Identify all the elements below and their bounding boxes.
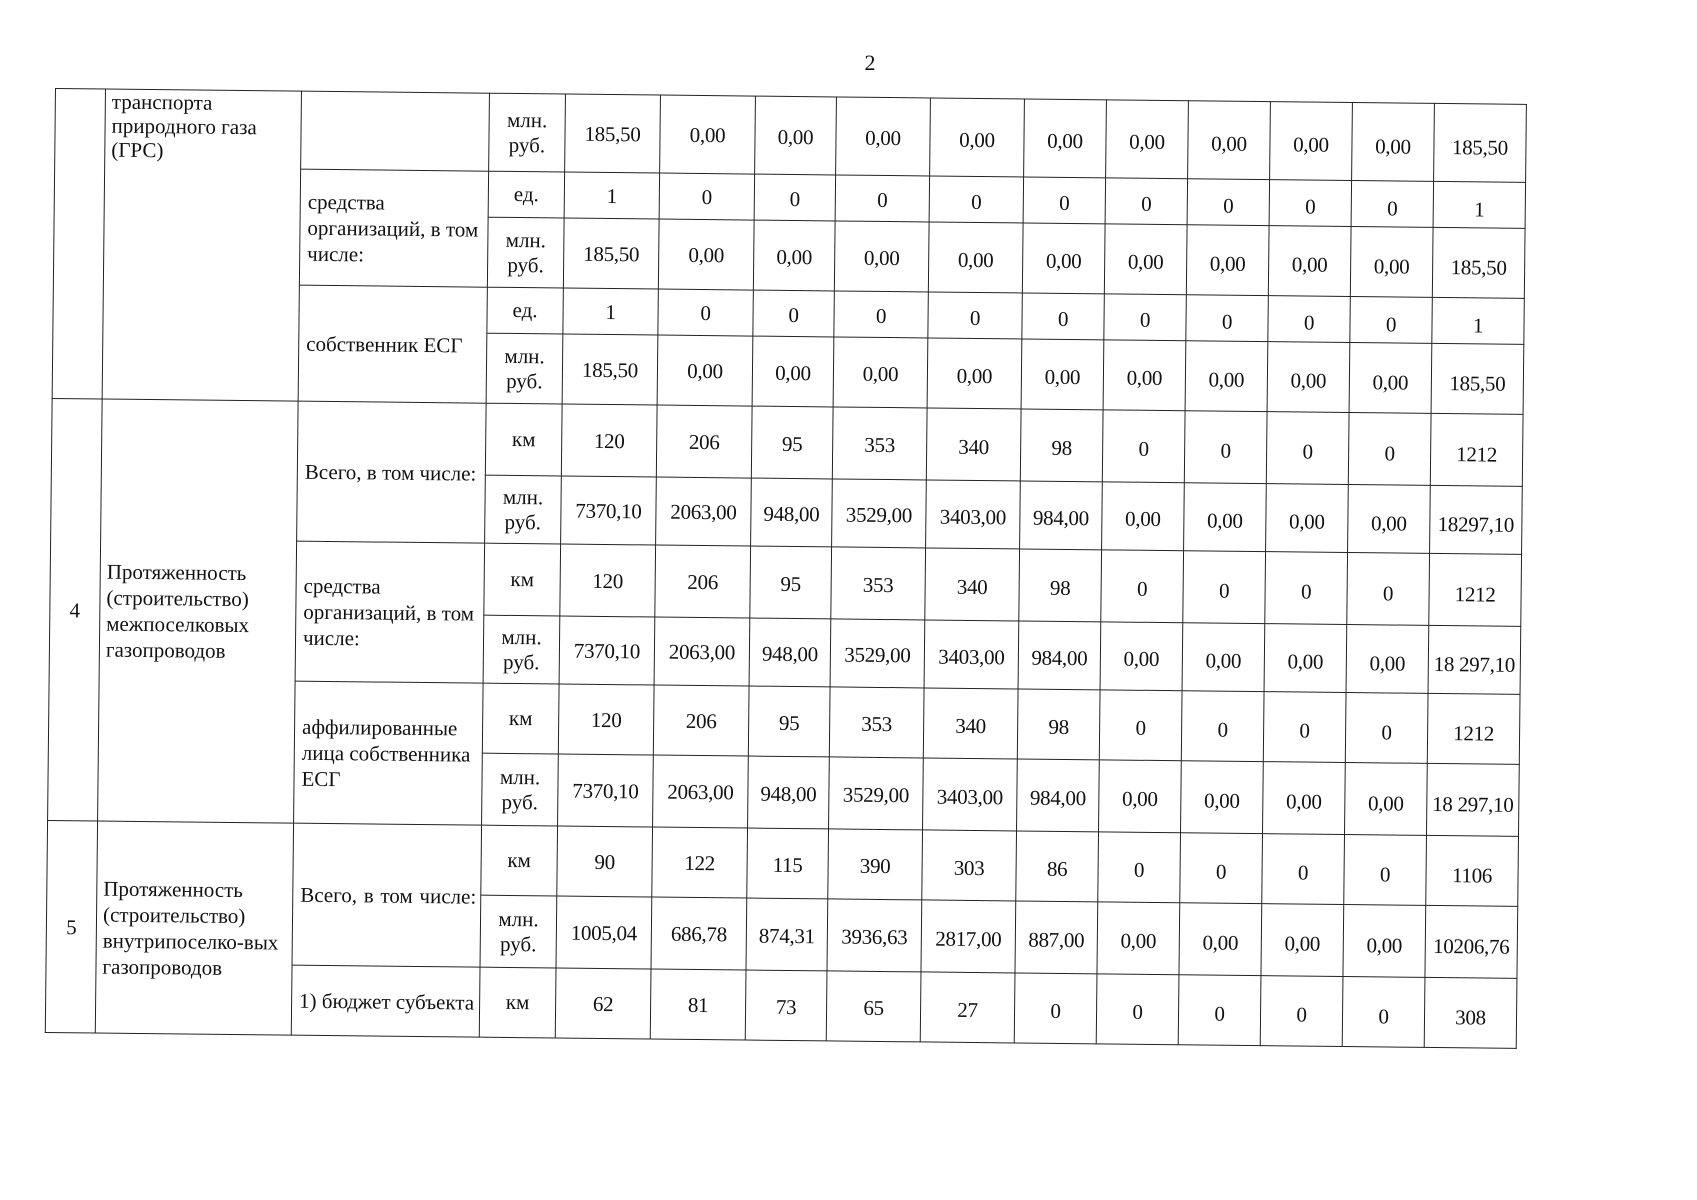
- year-value-cell: 3529,00: [829, 757, 924, 830]
- year-value-cell: 0: [1099, 690, 1182, 761]
- year-value-cell: 2063,00: [654, 617, 750, 686]
- year-value-cell: 0: [1266, 412, 1349, 485]
- year-value-cell: 7370,10: [558, 754, 654, 827]
- table-row: [55, 89, 1527, 183]
- year-value-cell: 0: [1101, 550, 1184, 623]
- unit-cell: млн. руб.: [480, 895, 557, 968]
- total-cell: 1212: [1430, 413, 1523, 486]
- unit-cell: км: [481, 825, 558, 896]
- funding-source: Всего, в том числе:: [292, 823, 482, 967]
- year-value-cell: 0,00: [836, 97, 931, 176]
- year-value-cell: 390: [828, 829, 923, 900]
- year-value-cell: 984,00: [1017, 759, 1100, 832]
- indicator-name: Протяженность (строительство) внутрипоселко-вых газопроводов: [95, 821, 293, 1035]
- year-value-cell: 3403,00: [926, 480, 1021, 549]
- year-value-cell: 874,31: [746, 898, 828, 971]
- year-value-cell: 0,00: [1022, 223, 1105, 294]
- year-value-cell: 0,00: [1102, 482, 1185, 551]
- unit-cell: ед.: [488, 171, 564, 218]
- year-value-cell: 948,00: [749, 618, 831, 687]
- unit-cell: млн. руб.: [487, 217, 564, 288]
- year-value-cell: 0: [1023, 177, 1105, 224]
- year-value-cell: 0: [1014, 973, 1097, 1044]
- funding-source: средства организаций, в том числе:: [299, 169, 488, 287]
- year-value-cell: 0: [1347, 553, 1430, 626]
- year-value-cell: 86: [1016, 831, 1099, 902]
- year-value-cell: 0: [1260, 976, 1343, 1047]
- funding-source: Всего, в том числе:: [297, 401, 487, 543]
- year-value-cell: 0,00: [1184, 483, 1267, 552]
- year-value-cell: 185,50: [565, 94, 661, 173]
- year-value-cell: 206: [656, 405, 752, 478]
- year-value-cell: 3403,00: [923, 758, 1018, 831]
- total-cell: 1: [1433, 181, 1525, 228]
- year-value-cell: 887,00: [1015, 901, 1098, 974]
- year-value-cell: 0: [1263, 692, 1346, 763]
- year-value-cell: 90: [557, 826, 653, 897]
- year-value-cell: 0: [1105, 178, 1187, 225]
- year-value-cell: 1005,04: [556, 896, 652, 969]
- year-value-cell: 340: [923, 688, 1018, 759]
- year-value-cell: 0: [1351, 181, 1433, 228]
- year-value-cell: 120: [558, 684, 654, 755]
- table-body: [45, 89, 1526, 1049]
- year-value-cell: 115: [747, 828, 829, 899]
- year-value-cell: 0,00: [1106, 100, 1189, 179]
- year-value-cell: 0: [1102, 410, 1185, 483]
- year-value-cell: 0,00: [1268, 226, 1351, 297]
- year-value-cell: 0,00: [930, 98, 1025, 177]
- year-value-cell: 0: [1180, 833, 1263, 904]
- year-value-cell: 0,00: [1266, 484, 1349, 553]
- year-value-cell: 0: [928, 292, 1022, 339]
- year-value-cell: 0,00: [1099, 760, 1182, 833]
- year-value-cell: 2063,00: [656, 477, 752, 546]
- year-value-cell: 340: [926, 408, 1021, 481]
- total-cell: 185,50: [1432, 227, 1525, 298]
- year-value-cell: 0: [754, 174, 835, 221]
- year-value-cell: 0,00: [658, 219, 754, 290]
- page-number: 2: [864, 50, 876, 75]
- year-value-cell: 1: [564, 172, 659, 219]
- funding-source: 1) бюджет субъекта: [291, 965, 480, 1037]
- year-value-cell: 303: [922, 830, 1017, 901]
- year-value-cell: 0,00: [1264, 624, 1347, 693]
- year-value-cell: 120: [561, 404, 657, 477]
- year-value-cell: 0: [1184, 411, 1267, 484]
- unit-cell: ед.: [487, 287, 563, 334]
- year-value-cell: 0,00: [1344, 763, 1427, 836]
- year-value-cell: 0,00: [834, 221, 929, 292]
- year-value-cell: 0: [1096, 974, 1179, 1045]
- unit-cell: км: [484, 543, 561, 616]
- unit-cell: млн. руб.: [486, 333, 563, 404]
- unit-cell: млн. руб.: [483, 615, 560, 684]
- year-value-cell: 0,00: [1100, 622, 1183, 691]
- indicator-name: Протяженность (строительство) межпоселковых газопроводов: [98, 399, 299, 823]
- year-value-cell: 0,00: [753, 220, 835, 291]
- year-value-cell: 948,00: [748, 756, 830, 829]
- year-value-cell: 340: [925, 548, 1020, 621]
- year-value-cell: 0,00: [1188, 101, 1271, 180]
- row-number: 5: [45, 820, 97, 1033]
- year-value-cell: 984,00: [1020, 481, 1103, 550]
- year-value-cell: 0: [659, 173, 754, 220]
- year-value-cell: 0,00: [1186, 225, 1269, 296]
- year-value-cell: 0,00: [660, 95, 756, 174]
- total-cell: 185,50: [1431, 343, 1524, 414]
- year-value-cell: 81: [650, 969, 746, 1040]
- year-value-cell: 95: [750, 546, 832, 619]
- table-row: [47, 820, 1519, 906]
- year-value-cell: 0: [1022, 293, 1104, 340]
- year-value-cell: 0,00: [1346, 625, 1429, 694]
- year-value-cell: 62: [555, 968, 651, 1039]
- year-value-cell: 0,00: [1024, 99, 1107, 178]
- year-value-cell: 0,00: [1270, 102, 1353, 181]
- year-value-cell: 0: [1344, 834, 1427, 905]
- year-value-cell: 0: [834, 291, 928, 338]
- unit-cell: км: [485, 403, 562, 476]
- year-value-cell: 0: [929, 176, 1023, 223]
- gasification-table: [45, 88, 1527, 1049]
- funding-source: [301, 91, 490, 171]
- total-cell: 308: [1424, 977, 1517, 1048]
- year-value-cell: 206: [655, 545, 751, 618]
- year-value-cell: 98: [1019, 549, 1102, 622]
- year-value-cell: 3403,00: [924, 620, 1019, 689]
- year-value-cell: 0,00: [1097, 902, 1180, 975]
- year-value-cell: 0: [1098, 832, 1181, 903]
- indicator-name: транспорта природного газа (ГРС): [102, 89, 301, 401]
- year-value-cell: 0,00: [1021, 339, 1104, 410]
- year-value-cell: 0,00: [1263, 762, 1346, 835]
- year-value-cell: 0,00: [755, 96, 837, 175]
- year-value-cell: 2063,00: [653, 755, 749, 828]
- total-cell: 18297,10: [1430, 485, 1523, 554]
- year-value-cell: 0,00: [1352, 103, 1435, 182]
- funding-source: собственник ЕСГ: [298, 285, 487, 403]
- year-value-cell: 73: [745, 970, 827, 1041]
- table-row: [51, 398, 1523, 486]
- year-value-cell: 98: [1020, 409, 1103, 482]
- year-value-cell: 0,00: [1349, 343, 1432, 414]
- year-value-cell: 0: [1345, 693, 1428, 764]
- total-cell: 1: [1432, 297, 1524, 344]
- year-value-cell: 0,00: [752, 336, 834, 407]
- total-cell: 1212: [1429, 553, 1522, 626]
- year-value-cell: 0: [1262, 834, 1345, 905]
- year-value-cell: 3529,00: [832, 479, 927, 548]
- year-value-cell: 353: [832, 407, 927, 480]
- year-value-cell: 0,00: [833, 337, 928, 408]
- year-value-cell: 122: [652, 827, 748, 898]
- year-value-cell: 984,00: [1018, 621, 1101, 690]
- year-value-cell: 27: [920, 972, 1015, 1043]
- year-value-cell: 0: [1268, 296, 1350, 343]
- total-cell: 18 297,10: [1428, 625, 1521, 694]
- year-value-cell: 0: [1342, 976, 1425, 1047]
- year-value-cell: 0,00: [1104, 224, 1187, 295]
- total-cell: 1212: [1427, 693, 1520, 764]
- total-cell: 18 297,10: [1426, 763, 1519, 836]
- year-value-cell: 0,00: [1179, 903, 1262, 976]
- unit-cell: млн. руб.: [489, 93, 566, 172]
- year-value-cell: 1: [563, 288, 658, 335]
- year-value-cell: 0,00: [1182, 623, 1265, 692]
- year-value-cell: 7370,10: [561, 476, 657, 545]
- year-value-cell: 0,00: [927, 338, 1022, 409]
- year-value-cell: 0,00: [1350, 227, 1433, 298]
- unit-cell: км: [482, 683, 559, 754]
- year-value-cell: 185,50: [562, 334, 658, 405]
- total-cell: 1106: [1426, 835, 1519, 906]
- year-value-cell: 3936,63: [827, 899, 922, 972]
- year-value-cell: 0: [1350, 297, 1432, 344]
- year-value-cell: 0,00: [1185, 341, 1268, 412]
- year-value-cell: 0: [753, 290, 834, 337]
- year-value-cell: 0,00: [1348, 485, 1431, 554]
- year-value-cell: 3529,00: [830, 619, 925, 688]
- year-value-cell: 0: [658, 289, 753, 336]
- unit-cell: млн. руб.: [482, 753, 559, 826]
- year-value-cell: 0,00: [1261, 904, 1344, 977]
- year-value-cell: 2817,00: [921, 900, 1016, 973]
- year-value-cell: 65: [826, 971, 921, 1042]
- row-number: [52, 89, 105, 400]
- year-value-cell: 0,00: [1267, 342, 1350, 413]
- unit-cell: км: [479, 967, 556, 1038]
- year-value-cell: 0: [1181, 691, 1264, 762]
- year-value-cell: 7370,10: [559, 616, 655, 685]
- year-value-cell: 95: [748, 686, 830, 757]
- year-value-cell: 185,50: [563, 218, 659, 289]
- year-value-cell: 0: [1183, 551, 1266, 624]
- year-value-cell: 0: [1104, 294, 1186, 341]
- year-value-cell: 353: [829, 687, 924, 758]
- year-value-cell: 0: [1186, 295, 1268, 342]
- year-value-cell: 0,00: [1343, 904, 1426, 977]
- year-value-cell: 206: [653, 685, 749, 756]
- total-cell: 10206,76: [1425, 905, 1518, 978]
- year-value-cell: 120: [560, 544, 656, 617]
- year-value-cell: 98: [1017, 689, 1100, 760]
- total-cell: 185,50: [1434, 103, 1527, 182]
- year-value-cell: 0: [1348, 413, 1431, 486]
- year-value-cell: 0: [1269, 180, 1351, 227]
- year-value-cell: 686,78: [651, 897, 747, 970]
- year-value-cell: 95: [751, 406, 833, 479]
- year-value-cell: 0,00: [657, 335, 753, 406]
- year-value-cell: 353: [831, 547, 926, 620]
- year-value-cell: 0,00: [928, 222, 1023, 293]
- year-value-cell: 0,00: [1181, 761, 1264, 834]
- year-value-cell: 0: [1178, 975, 1261, 1046]
- document-sheet: [45, 88, 1527, 1049]
- year-value-cell: 0: [835, 175, 929, 222]
- row-number: 4: [48, 398, 103, 821]
- year-value-cell: 0: [1187, 179, 1269, 226]
- funding-source: средства организаций, в том числе:: [295, 541, 485, 683]
- year-value-cell: 0,00: [1103, 340, 1186, 411]
- year-value-cell: 948,00: [751, 478, 833, 547]
- year-value-cell: 0: [1265, 552, 1348, 625]
- funding-source: аффилированные лица собственника ЕСГ: [294, 681, 484, 825]
- unit-cell: млн. руб.: [485, 475, 562, 544]
